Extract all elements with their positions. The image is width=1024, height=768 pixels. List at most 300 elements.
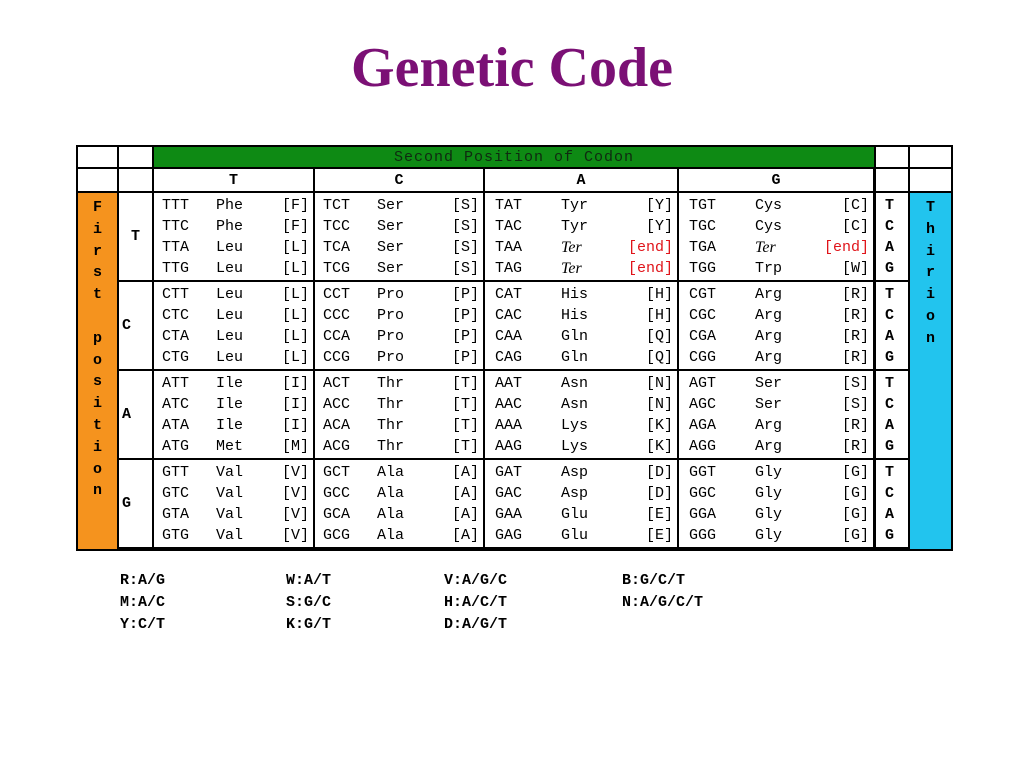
codon-block xyxy=(485,460,677,547)
codon: CTC xyxy=(162,307,190,324)
codon-row xyxy=(679,506,873,526)
amino-acid-code: [S] xyxy=(451,218,479,235)
first-base-G: G xyxy=(119,460,152,547)
amino-acid: Thr xyxy=(377,438,405,455)
first-position-char: s xyxy=(92,373,102,391)
amino-acid-code: [A] xyxy=(451,464,479,481)
codon-row xyxy=(485,527,677,547)
third-base-C: C xyxy=(885,485,895,502)
amino-acid: Val xyxy=(216,464,244,481)
codon-row xyxy=(679,197,873,217)
codon: TAT xyxy=(495,197,523,214)
amino-acid: Lys xyxy=(561,417,589,434)
third-base-block xyxy=(876,460,908,547)
codon: GGA xyxy=(689,506,717,523)
legend-entry: H:A/C/T xyxy=(444,594,508,611)
codon-row xyxy=(485,260,677,280)
codon-row xyxy=(315,260,483,280)
codon-row xyxy=(485,417,677,437)
codon: CCT xyxy=(323,286,351,303)
first-base-C: C xyxy=(119,282,152,369)
codon: CAG xyxy=(495,349,523,366)
amino-acid-code: [R] xyxy=(841,307,869,324)
amino-acid-code: [I] xyxy=(281,396,309,413)
corner-cell xyxy=(119,169,152,191)
codon: CCC xyxy=(323,307,351,324)
amino-acid-code: [R] xyxy=(841,417,869,434)
third-base-G: G xyxy=(885,349,895,366)
amino-acid: Leu xyxy=(216,328,244,345)
amino-acid-code: [V] xyxy=(281,485,309,502)
codon-block xyxy=(154,282,313,369)
third-position-char: T xyxy=(925,199,935,216)
codon-row xyxy=(154,527,313,547)
amino-acid-code: [N] xyxy=(645,396,673,413)
codon-block xyxy=(679,371,873,458)
amino-acid: Arg xyxy=(755,307,783,324)
amino-acid: Ser xyxy=(377,239,405,256)
codon: ATA xyxy=(162,417,190,434)
amino-acid: Val xyxy=(216,506,244,523)
amino-acid-code: [R] xyxy=(841,286,869,303)
third-base-A: A xyxy=(885,417,895,434)
codon-row xyxy=(485,197,677,217)
codon: AAC xyxy=(495,396,523,413)
amino-acid-code: [Q] xyxy=(645,328,673,345)
second-base-G: G xyxy=(679,169,873,191)
amino-acid: Phe xyxy=(216,197,244,214)
codon: ATT xyxy=(162,375,190,392)
codon-row xyxy=(315,375,483,395)
amino-acid-code: [L] xyxy=(281,307,309,324)
first-position-char: t xyxy=(92,416,102,434)
codon: GAA xyxy=(495,506,523,523)
codon: TTT xyxy=(162,197,190,214)
amino-acid-code: [A] xyxy=(451,527,479,544)
amino-acid-code: [F] xyxy=(281,218,309,235)
legend-entry: V:A/G/C xyxy=(444,572,508,589)
codon-row xyxy=(485,464,677,484)
codon: AGC xyxy=(689,396,717,413)
codon: GCA xyxy=(323,506,351,523)
codon-row xyxy=(679,239,873,259)
codon-block xyxy=(315,282,483,369)
amino-acid-code: [S] xyxy=(451,239,479,256)
amino-acid: Thr xyxy=(377,375,405,392)
amino-acid-code: [L] xyxy=(281,260,309,277)
codon-row xyxy=(485,396,677,416)
codon-row xyxy=(315,417,483,437)
amino-acid-code: [A] xyxy=(451,485,479,502)
codon-row xyxy=(679,328,873,348)
amino-acid-code: [end] xyxy=(823,239,869,256)
amino-acid: Gly xyxy=(755,464,783,481)
third-position-char: n xyxy=(925,329,935,347)
codon: GGT xyxy=(689,464,717,481)
amino-acid: Ala xyxy=(377,506,405,523)
page-title: Genetic Code xyxy=(351,37,673,99)
codon: ACA xyxy=(323,417,351,434)
codon-row xyxy=(485,328,677,348)
amino-acid: Lys xyxy=(561,438,589,455)
amino-acid: Val xyxy=(216,527,244,544)
first-position-char: F xyxy=(92,199,102,216)
codon: AAT xyxy=(495,375,523,392)
amino-acid-code: [T] xyxy=(451,396,479,413)
amino-acid-code: [V] xyxy=(281,506,309,523)
amino-acid-code: [H] xyxy=(645,307,673,324)
amino-acid-code: [S] xyxy=(841,396,869,413)
codon: GGG xyxy=(689,527,717,544)
amino-acid: Tyr xyxy=(561,218,589,235)
codon-row xyxy=(485,286,677,306)
amino-acid: Glu xyxy=(561,506,589,523)
amino-acid: Arg xyxy=(755,286,783,303)
codon-block xyxy=(315,371,483,458)
amino-acid-code: [R] xyxy=(841,438,869,455)
second-base-C: C xyxy=(315,169,483,191)
amino-acid-code: [S] xyxy=(451,197,479,214)
amino-acid: Leu xyxy=(216,286,244,303)
first-position-char: o xyxy=(92,351,102,369)
codon: AGA xyxy=(689,417,717,434)
codon: ACG xyxy=(323,438,351,455)
amino-acid-code: [L] xyxy=(281,286,309,303)
amino-acid: Gln xyxy=(561,328,589,345)
amino-acid: Pro xyxy=(377,286,405,303)
first-position-char: s xyxy=(92,264,102,282)
codon-row xyxy=(154,506,313,526)
third-base-T: T xyxy=(885,375,895,392)
amino-acid: Ala xyxy=(377,485,405,502)
amino-acid-code: [I] xyxy=(281,417,309,434)
amino-acid: Leu xyxy=(216,307,244,324)
first-position-char: o xyxy=(92,460,102,478)
codon-row xyxy=(154,464,313,484)
amino-acid-code: [V] xyxy=(281,527,309,544)
amino-acid: Leu xyxy=(216,239,244,256)
codon-row xyxy=(485,485,677,505)
third-base-C: C xyxy=(885,307,895,324)
codon: CTT xyxy=(162,286,190,303)
codon: CTG xyxy=(162,349,190,366)
first-position-char: t xyxy=(92,286,102,304)
amino-acid-code: [T] xyxy=(451,438,479,455)
corner-cell xyxy=(876,147,908,167)
codon: TCC xyxy=(323,218,351,235)
codon-row xyxy=(154,349,313,369)
codon: CGG xyxy=(689,349,717,366)
codon: TCG xyxy=(323,260,351,277)
third-position-char: i xyxy=(925,242,935,260)
codon-block xyxy=(315,193,483,280)
amino-acid-code: [Y] xyxy=(645,197,673,214)
amino-acid-code: [P] xyxy=(451,328,479,345)
codon-row xyxy=(679,527,873,547)
amino-acid: Ala xyxy=(377,527,405,544)
codon: TGT xyxy=(689,197,717,214)
third-base-G: G xyxy=(885,260,895,277)
amino-acid: Ile xyxy=(216,375,244,392)
amino-acid-code: [L] xyxy=(281,349,309,366)
codon: TAA xyxy=(495,239,523,256)
codon-row xyxy=(154,307,313,327)
amino-acid: Glu xyxy=(561,527,589,544)
codon-block xyxy=(679,193,873,280)
amino-acid: Asn xyxy=(561,375,589,392)
amino-acid: Ter xyxy=(561,260,582,277)
codon-row xyxy=(154,396,313,416)
amino-acid: Met xyxy=(216,438,244,455)
codon: ACC xyxy=(323,396,351,413)
amino-acid: Pro xyxy=(377,349,405,366)
third-base-C: C xyxy=(885,218,895,235)
amino-acid-code: [P] xyxy=(451,286,479,303)
third-base-G: G xyxy=(885,527,895,544)
third-base-T: T xyxy=(885,464,895,481)
amino-acid: Val xyxy=(216,485,244,502)
first-position-label xyxy=(78,193,117,549)
codon-row xyxy=(154,260,313,280)
legend-entry: R:A/G xyxy=(120,572,166,589)
codon-row xyxy=(154,485,313,505)
amino-acid-code: [H] xyxy=(645,286,673,303)
amino-acid: Thr xyxy=(377,396,405,413)
codon-row xyxy=(679,349,873,369)
legend-entry: S:G/C xyxy=(286,594,332,611)
amino-acid: Ala xyxy=(377,464,405,481)
codon: AGT xyxy=(689,375,717,392)
amino-acid-code: [C] xyxy=(841,218,869,235)
amino-acid: Ser xyxy=(755,396,783,413)
codon: GAC xyxy=(495,485,523,502)
amino-acid: Gly xyxy=(755,527,783,544)
amino-acid: Phe xyxy=(216,218,244,235)
codon: TCT xyxy=(323,197,351,214)
codon-row xyxy=(315,349,483,369)
codon: CGA xyxy=(689,328,717,345)
codon-row xyxy=(485,506,677,526)
third-base-G: G xyxy=(885,438,895,455)
third-base-T: T xyxy=(885,197,895,214)
third-base-block xyxy=(876,371,908,458)
first-position-char: i xyxy=(92,395,102,413)
legend-entry: W:A/T xyxy=(286,572,332,589)
codon: GAG xyxy=(495,527,523,544)
codon-block xyxy=(679,282,873,369)
third-base-A: A xyxy=(885,328,895,345)
amino-acid-code: [Y] xyxy=(645,218,673,235)
codon-row xyxy=(679,307,873,327)
amino-acid-code: [T] xyxy=(451,375,479,392)
codon: TGG xyxy=(689,260,717,277)
amino-acid: Ser xyxy=(755,375,783,392)
codon-row xyxy=(315,464,483,484)
amino-acid: Ser xyxy=(377,218,405,235)
codon: GCG xyxy=(323,527,351,544)
codon: AAG xyxy=(495,438,523,455)
codon: GGC xyxy=(689,485,717,502)
amino-acid-code: [P] xyxy=(451,307,479,324)
codon: GTC xyxy=(162,485,190,502)
codon: GTT xyxy=(162,464,190,481)
amino-acid: Trp xyxy=(755,260,783,277)
amino-acid-code: [S] xyxy=(451,260,479,277)
amino-acid-code: [R] xyxy=(841,328,869,345)
codon-row xyxy=(679,438,873,458)
codon-block xyxy=(154,371,313,458)
amino-acid-code: [D] xyxy=(645,485,673,502)
second-base-T: T xyxy=(154,169,313,191)
amino-acid: Ser xyxy=(377,197,405,214)
amino-acid-code: [S] xyxy=(841,375,869,392)
codon: TGA xyxy=(689,239,717,256)
codon: AGG xyxy=(689,438,717,455)
amino-acid: Gly xyxy=(755,506,783,523)
amino-acid: Gly xyxy=(755,485,783,502)
amino-acid-code: [F] xyxy=(281,197,309,214)
first-position-char xyxy=(93,306,102,328)
amino-acid-code: [N] xyxy=(645,375,673,392)
legend-entry: Y:C/T xyxy=(120,616,166,633)
codon-block xyxy=(485,371,677,458)
amino-acid-code: [T] xyxy=(451,417,479,434)
codon-block xyxy=(485,282,677,369)
amino-acid: Leu xyxy=(216,349,244,366)
third-position-label xyxy=(910,193,951,549)
amino-acid-code: [K] xyxy=(645,438,673,455)
amino-acid: Gln xyxy=(561,349,589,366)
codon: TAC xyxy=(495,218,523,235)
amino-acid-code: [D] xyxy=(645,464,673,481)
first-base-A: A xyxy=(119,371,152,458)
codon: CAT xyxy=(495,286,523,303)
amino-acid: Leu xyxy=(216,260,244,277)
codon-row xyxy=(485,239,677,259)
amino-acid-code: [G] xyxy=(841,485,869,502)
amino-acid-code: [E] xyxy=(645,506,673,523)
codon-row xyxy=(485,349,677,369)
codon-row xyxy=(154,375,313,395)
third-position-char: r xyxy=(925,264,935,282)
amino-acid: Ile xyxy=(216,396,244,413)
amino-acid-code: [L] xyxy=(281,239,309,256)
codon-block xyxy=(679,460,873,547)
codon-block xyxy=(315,460,483,547)
amino-acid-code: [P] xyxy=(451,349,479,366)
amino-acid: Pro xyxy=(377,328,405,345)
amino-acid-code: [M] xyxy=(281,438,309,455)
amino-acid-code: [G] xyxy=(841,464,869,481)
legend-entry: M:A/C xyxy=(120,594,166,611)
amino-acid-code: [end] xyxy=(627,260,673,277)
amino-acid: Thr xyxy=(377,417,405,434)
amino-acid: Asn xyxy=(561,396,589,413)
third-base-C: C xyxy=(885,396,895,413)
codon-row xyxy=(315,527,483,547)
corner-cell xyxy=(876,169,908,191)
codon: GCT xyxy=(323,464,351,481)
amino-acid-code: [A] xyxy=(451,506,479,523)
amino-acid: Arg xyxy=(755,417,783,434)
first-position-char: p xyxy=(92,329,102,347)
second-base-A: A xyxy=(485,169,677,191)
amino-acid-code: [L] xyxy=(281,328,309,345)
codon-row xyxy=(315,218,483,238)
first-position-char: r xyxy=(92,242,102,260)
third-base-block xyxy=(876,193,908,280)
codon: CCG xyxy=(323,349,351,366)
third-position-char: i xyxy=(925,286,935,304)
codon: TAG xyxy=(495,260,523,277)
corner-cell xyxy=(119,147,152,167)
codon-row xyxy=(315,328,483,348)
codon-row xyxy=(679,485,873,505)
codon-row xyxy=(315,197,483,217)
codon-row xyxy=(315,485,483,505)
third-base-T: T xyxy=(885,286,895,303)
first-position-char: i xyxy=(92,220,102,238)
genetic-code-table xyxy=(76,145,953,551)
codon: CAA xyxy=(495,328,523,345)
amino-acid-code: [V] xyxy=(281,464,309,481)
codon-row xyxy=(485,438,677,458)
legend-entry: B:G/C/T xyxy=(622,572,686,589)
first-position-char: n xyxy=(92,482,102,500)
codon-row xyxy=(485,307,677,327)
first-position-char: i xyxy=(92,438,102,456)
amino-acid-code: [K] xyxy=(645,417,673,434)
codon-row xyxy=(315,506,483,526)
amino-acid-code: [Q] xyxy=(645,349,673,366)
codon-row xyxy=(154,239,313,259)
third-base-block xyxy=(876,282,908,369)
third-position-char: h xyxy=(925,220,935,238)
codon-row xyxy=(315,438,483,458)
codon-row xyxy=(679,375,873,395)
corner-cell xyxy=(910,169,951,191)
codon-row xyxy=(154,328,313,348)
codon-row xyxy=(679,260,873,280)
codon: ACT xyxy=(323,375,351,392)
amino-acid: His xyxy=(561,307,589,324)
corner-cell xyxy=(910,147,951,167)
codon: TTA xyxy=(162,239,190,256)
codon: CGC xyxy=(689,307,717,324)
amino-acid-code: [G] xyxy=(841,506,869,523)
amino-acid: Arg xyxy=(755,438,783,455)
codon-row xyxy=(679,286,873,306)
amino-acid-code: [W] xyxy=(841,260,869,277)
codon: TTG xyxy=(162,260,190,277)
codon-row xyxy=(679,218,873,238)
codon: TCA xyxy=(323,239,351,256)
codon: GAT xyxy=(495,464,523,481)
codon-row xyxy=(315,286,483,306)
amino-acid: His xyxy=(561,286,589,303)
amino-acid: Ile xyxy=(216,417,244,434)
codon-block xyxy=(154,460,313,547)
codon-row xyxy=(154,218,313,238)
codon: ATG xyxy=(162,438,190,455)
legend-entry: N:A/G/C/T xyxy=(622,594,704,611)
codon: AAA xyxy=(495,417,523,434)
amino-acid: Asp xyxy=(561,485,589,502)
first-base-T: T xyxy=(119,193,152,280)
amino-acid-code: [E] xyxy=(645,527,673,544)
codon: TTC xyxy=(162,218,190,235)
amino-acid: Cys xyxy=(755,197,783,214)
